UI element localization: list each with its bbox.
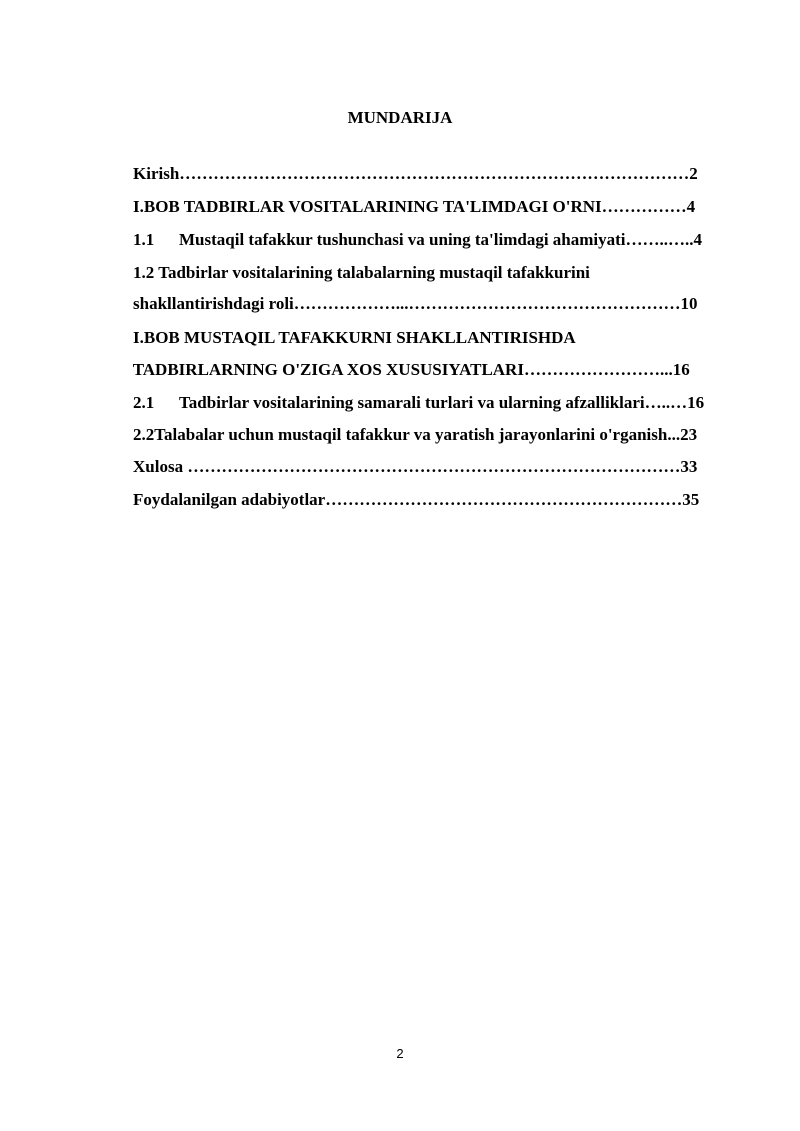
toc-entry-text: Tadbirlar vositalarining samarali turlari va ularning afzalliklari…..…16 <box>179 393 705 412</box>
toc-entry-text: TADBIRLARNING O'ZIGA XOS XUSUSIYATLARI……………………...16 <box>132 360 690 379</box>
toc-entry-text: Foydalanilgan adabiyotlar………………………………………………………35 <box>133 490 700 509</box>
toc-entry-text: Xulosa ……………………………………………………………………………33 <box>133 457 698 476</box>
toc-entry-text: Kirish………………………………………………………………………………2 <box>133 164 698 183</box>
page-number: 2 <box>396 1046 404 1061</box>
toc-entry-text: 2.2Talabalar uchun mustaqil tafakkur va yaratish jarayonlarini o'rganish...23 <box>133 425 698 444</box>
toc-title: MUNDARIJA <box>347 108 453 127</box>
toc-entry-references <box>116 467 699 533</box>
toc-entry-text: Mustaqil tafakkur tushunchasi va uning ta'limdagi ahamiyati……..…..4 <box>179 230 703 249</box>
toc-entry-text: I.BOB MUSTAQIL TAFAKKURNI SHAKLLANTIRISHDA <box>133 328 576 347</box>
toc-entry-text: I.BOB TADBIRLAR VOSITALARINING TA'LIMDAGI O'RNI……………4 <box>133 197 696 216</box>
toc-entry-text: shakllantirishdagi roli………………...…………………………………………10 <box>133 294 698 313</box>
toc-entry-text: 1.2 Tadbirlar vositalarining talabalarning mustaqil tafakkurini <box>133 263 590 282</box>
toc-entry-number: 1.1 <box>133 230 155 249</box>
toc-entry-number: 2.1 <box>133 393 155 412</box>
